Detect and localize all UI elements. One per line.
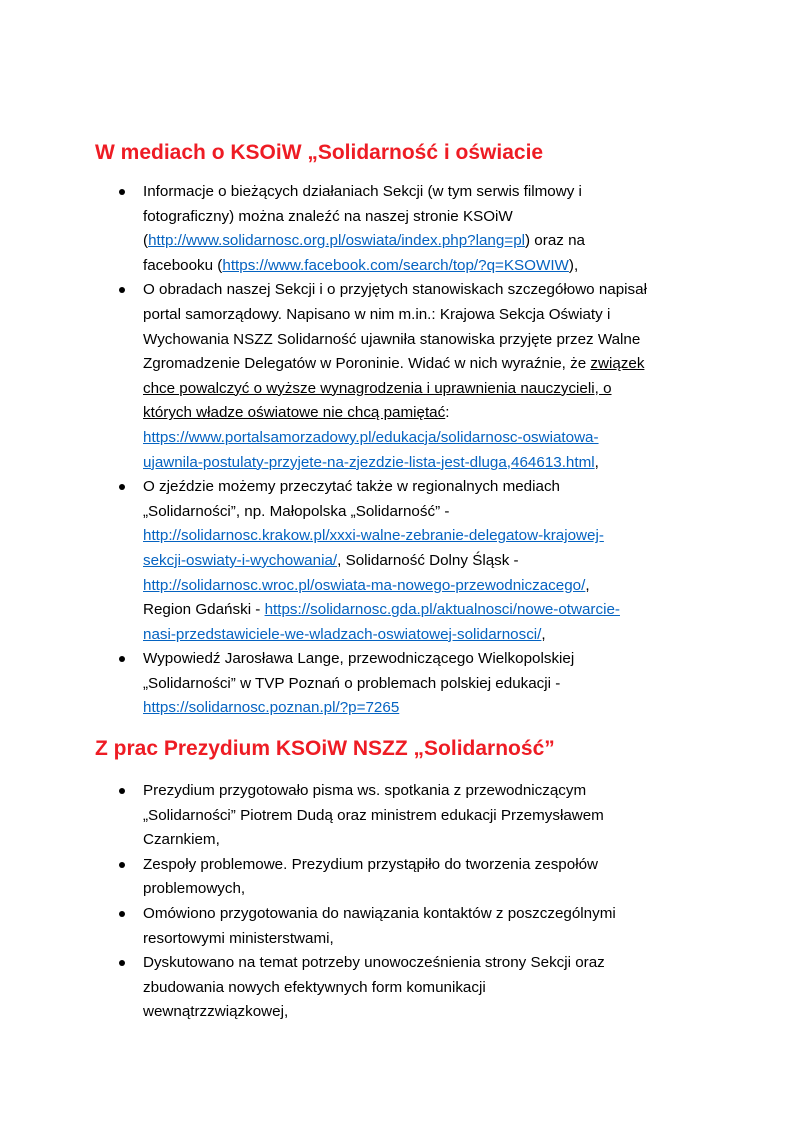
hyperlink[interactable]: sekcji-oswiaty-i-wychowania/ xyxy=(143,551,338,569)
bullet-icon xyxy=(119,960,125,966)
hyperlink[interactable]: https://solidarnosc.gda.pl/aktualnosci/nowe-otwarcie- xyxy=(264,601,620,619)
list-item xyxy=(0,853,794,902)
text-line xyxy=(143,352,704,377)
text-segment: ( xyxy=(143,232,149,250)
text-line xyxy=(143,229,704,254)
text-line xyxy=(143,877,704,902)
text-line xyxy=(143,278,704,303)
text-line xyxy=(143,951,704,976)
list-item xyxy=(0,647,794,721)
bullet-icon xyxy=(119,484,125,490)
text-segment: „Solidarności” Piotrem Dudą oraz ministrem edukacji Przemysławem xyxy=(143,806,604,824)
text-segment: resortowymi ministerstwami, xyxy=(143,929,334,947)
bullet-icon xyxy=(119,287,125,293)
text-line xyxy=(143,377,704,402)
text-segment: „Solidarności”, np. Małopolska „Solidarność” - xyxy=(143,502,450,520)
underlined-text: chce powalczyć o wyższe wynagrodzenia i uprawnienia nauczycieli, o xyxy=(143,379,612,397)
text-segment: wewnątrzzwiązkowej, xyxy=(143,1003,289,1021)
text-line xyxy=(143,549,704,574)
text-line xyxy=(143,426,704,451)
hyperlink[interactable]: https://solidarnosc.poznan.pl/?p=7265 xyxy=(143,699,400,717)
text-line xyxy=(143,524,704,549)
text-segment: Omówiono przygotowania do nawiązania kontaktów z poszczególnymi xyxy=(143,904,616,922)
text-segment: Zgromadzenie Delegatów w Poroninie. Widać w nich wyraźnie, że xyxy=(143,355,591,373)
list-item xyxy=(0,902,794,951)
hyperlink[interactable]: nasi-przedstawiciele-we-wladzach-oswiatowej-solidarnosci/ xyxy=(143,625,542,643)
text-segment: Zespoły problemowe. Prezydium przystąpiło do tworzenia zespołów xyxy=(143,855,598,873)
text-line xyxy=(143,500,704,525)
hyperlink[interactable]: https://www.portalsamorzadowy.pl/edukacja/solidarnosc-oswiatowa- xyxy=(143,428,599,446)
text-segment: fotograficzny) można znaleźć na naszej stronie KSOiW xyxy=(143,207,513,225)
text-line xyxy=(143,180,704,205)
text-segment: Dyskutowano na temat potrzeby unowocześnienia strony Sekcji oraz xyxy=(143,954,605,972)
bullet-icon xyxy=(119,862,125,868)
text-segment: Region Gdański - xyxy=(143,601,265,619)
text-segment: Informacje o bieżących działaniach Sekcji (w tym serwis filmowy i xyxy=(143,183,582,200)
list-item xyxy=(0,180,794,278)
text-line xyxy=(143,401,704,426)
text-line xyxy=(143,672,704,697)
list-item xyxy=(0,278,794,475)
text-line xyxy=(143,828,704,853)
text-segment: „Solidarności” w TVP Poznań o problemach polskiej edukacji - xyxy=(143,674,561,692)
text-line xyxy=(143,623,704,648)
bullet-icon xyxy=(119,656,125,662)
text-segment: problemowych, xyxy=(143,880,246,898)
text-line xyxy=(143,598,704,623)
text-segment: , xyxy=(594,453,599,471)
text-line xyxy=(143,254,704,279)
text-line xyxy=(143,902,704,927)
text-segment: , xyxy=(585,576,590,594)
list-item xyxy=(0,779,794,853)
section-heading-presidium: Z prac Prezydium KSOiW NSZZ „Solidarność” xyxy=(95,737,555,760)
text-line xyxy=(143,647,704,672)
text-line xyxy=(143,574,704,599)
text-segment: ), xyxy=(568,256,579,274)
text-segment: , Solidarność Dolny Śląsk - xyxy=(337,551,519,569)
text-line xyxy=(143,303,704,328)
text-segment: Wypowiedź Jarosława Lange, przewodniczącego Wielkopolskiej xyxy=(143,650,575,668)
hyperlink[interactable]: http://solidarnosc.wroc.pl/oswiata-ma-nowego-przewodniczacego/ xyxy=(143,576,586,594)
text-line xyxy=(143,927,704,952)
bullet-icon xyxy=(119,911,125,917)
media-bullet-list xyxy=(0,180,794,721)
text-segment: : xyxy=(445,404,450,422)
hyperlink[interactable]: http://solidarnosc.krakow.pl/xxxi-walne-zebranie-delegatow-krajowej- xyxy=(143,527,604,545)
text-segment: Prezydium przygotowało pisma ws. spotkania z przewodniczącym xyxy=(143,782,587,799)
section-heading-media: W mediach o KSOiW „Solidarność i oświacie xyxy=(95,141,544,164)
text-segment: portal samorządowy. Napisano w nim m.in.: Krajowa Sekcja Oświaty i xyxy=(143,305,611,323)
text-line xyxy=(143,451,704,476)
hyperlink[interactable]: https://www.facebook.com/search/top/?q=KSOWIW xyxy=(222,256,569,274)
text-segment: ) oraz na xyxy=(525,232,585,250)
text-line xyxy=(143,976,704,1001)
text-line xyxy=(143,205,704,230)
bullet-icon xyxy=(119,788,125,794)
hyperlink[interactable]: ujawnila-postulaty-przyjete-na-zjezdzie-lista-jest-dluga,464613.html xyxy=(143,453,595,471)
text-line xyxy=(143,1000,704,1025)
text-line xyxy=(143,804,704,829)
text-segment: O obradach naszej Sekcji i o przyjętych stanowiskach szczegółowo napisał xyxy=(143,281,647,299)
text-line xyxy=(143,475,704,500)
text-line xyxy=(143,779,704,804)
text-segment: Czarnkiem, xyxy=(143,831,220,849)
underlined-text: związek xyxy=(590,355,645,373)
text-line xyxy=(143,696,704,721)
bullet-icon xyxy=(119,189,125,195)
text-segment: Wychowania NSZZ Solidarność ujawniła stanowiska przyjęte przez Walne xyxy=(143,330,641,348)
hyperlink[interactable]: http://www.solidarnosc.org.pl/oswiata/index.php?lang=pl xyxy=(148,232,526,250)
presidium-bullet-list xyxy=(0,779,794,1025)
text-segment: facebooku ( xyxy=(143,256,223,274)
text-line xyxy=(143,328,704,353)
text-segment: zbudowania nowych efektywnych form komunikacji xyxy=(143,978,486,996)
underlined-text: których władze oświatowe nie chcą pamiętać xyxy=(143,404,446,422)
text-segment: O zjeździe możemy przeczytać także w regionalnych mediach xyxy=(143,478,560,496)
text-line xyxy=(143,853,704,878)
list-item xyxy=(0,951,794,1025)
list-item xyxy=(0,475,794,647)
text-segment: , xyxy=(541,625,546,643)
